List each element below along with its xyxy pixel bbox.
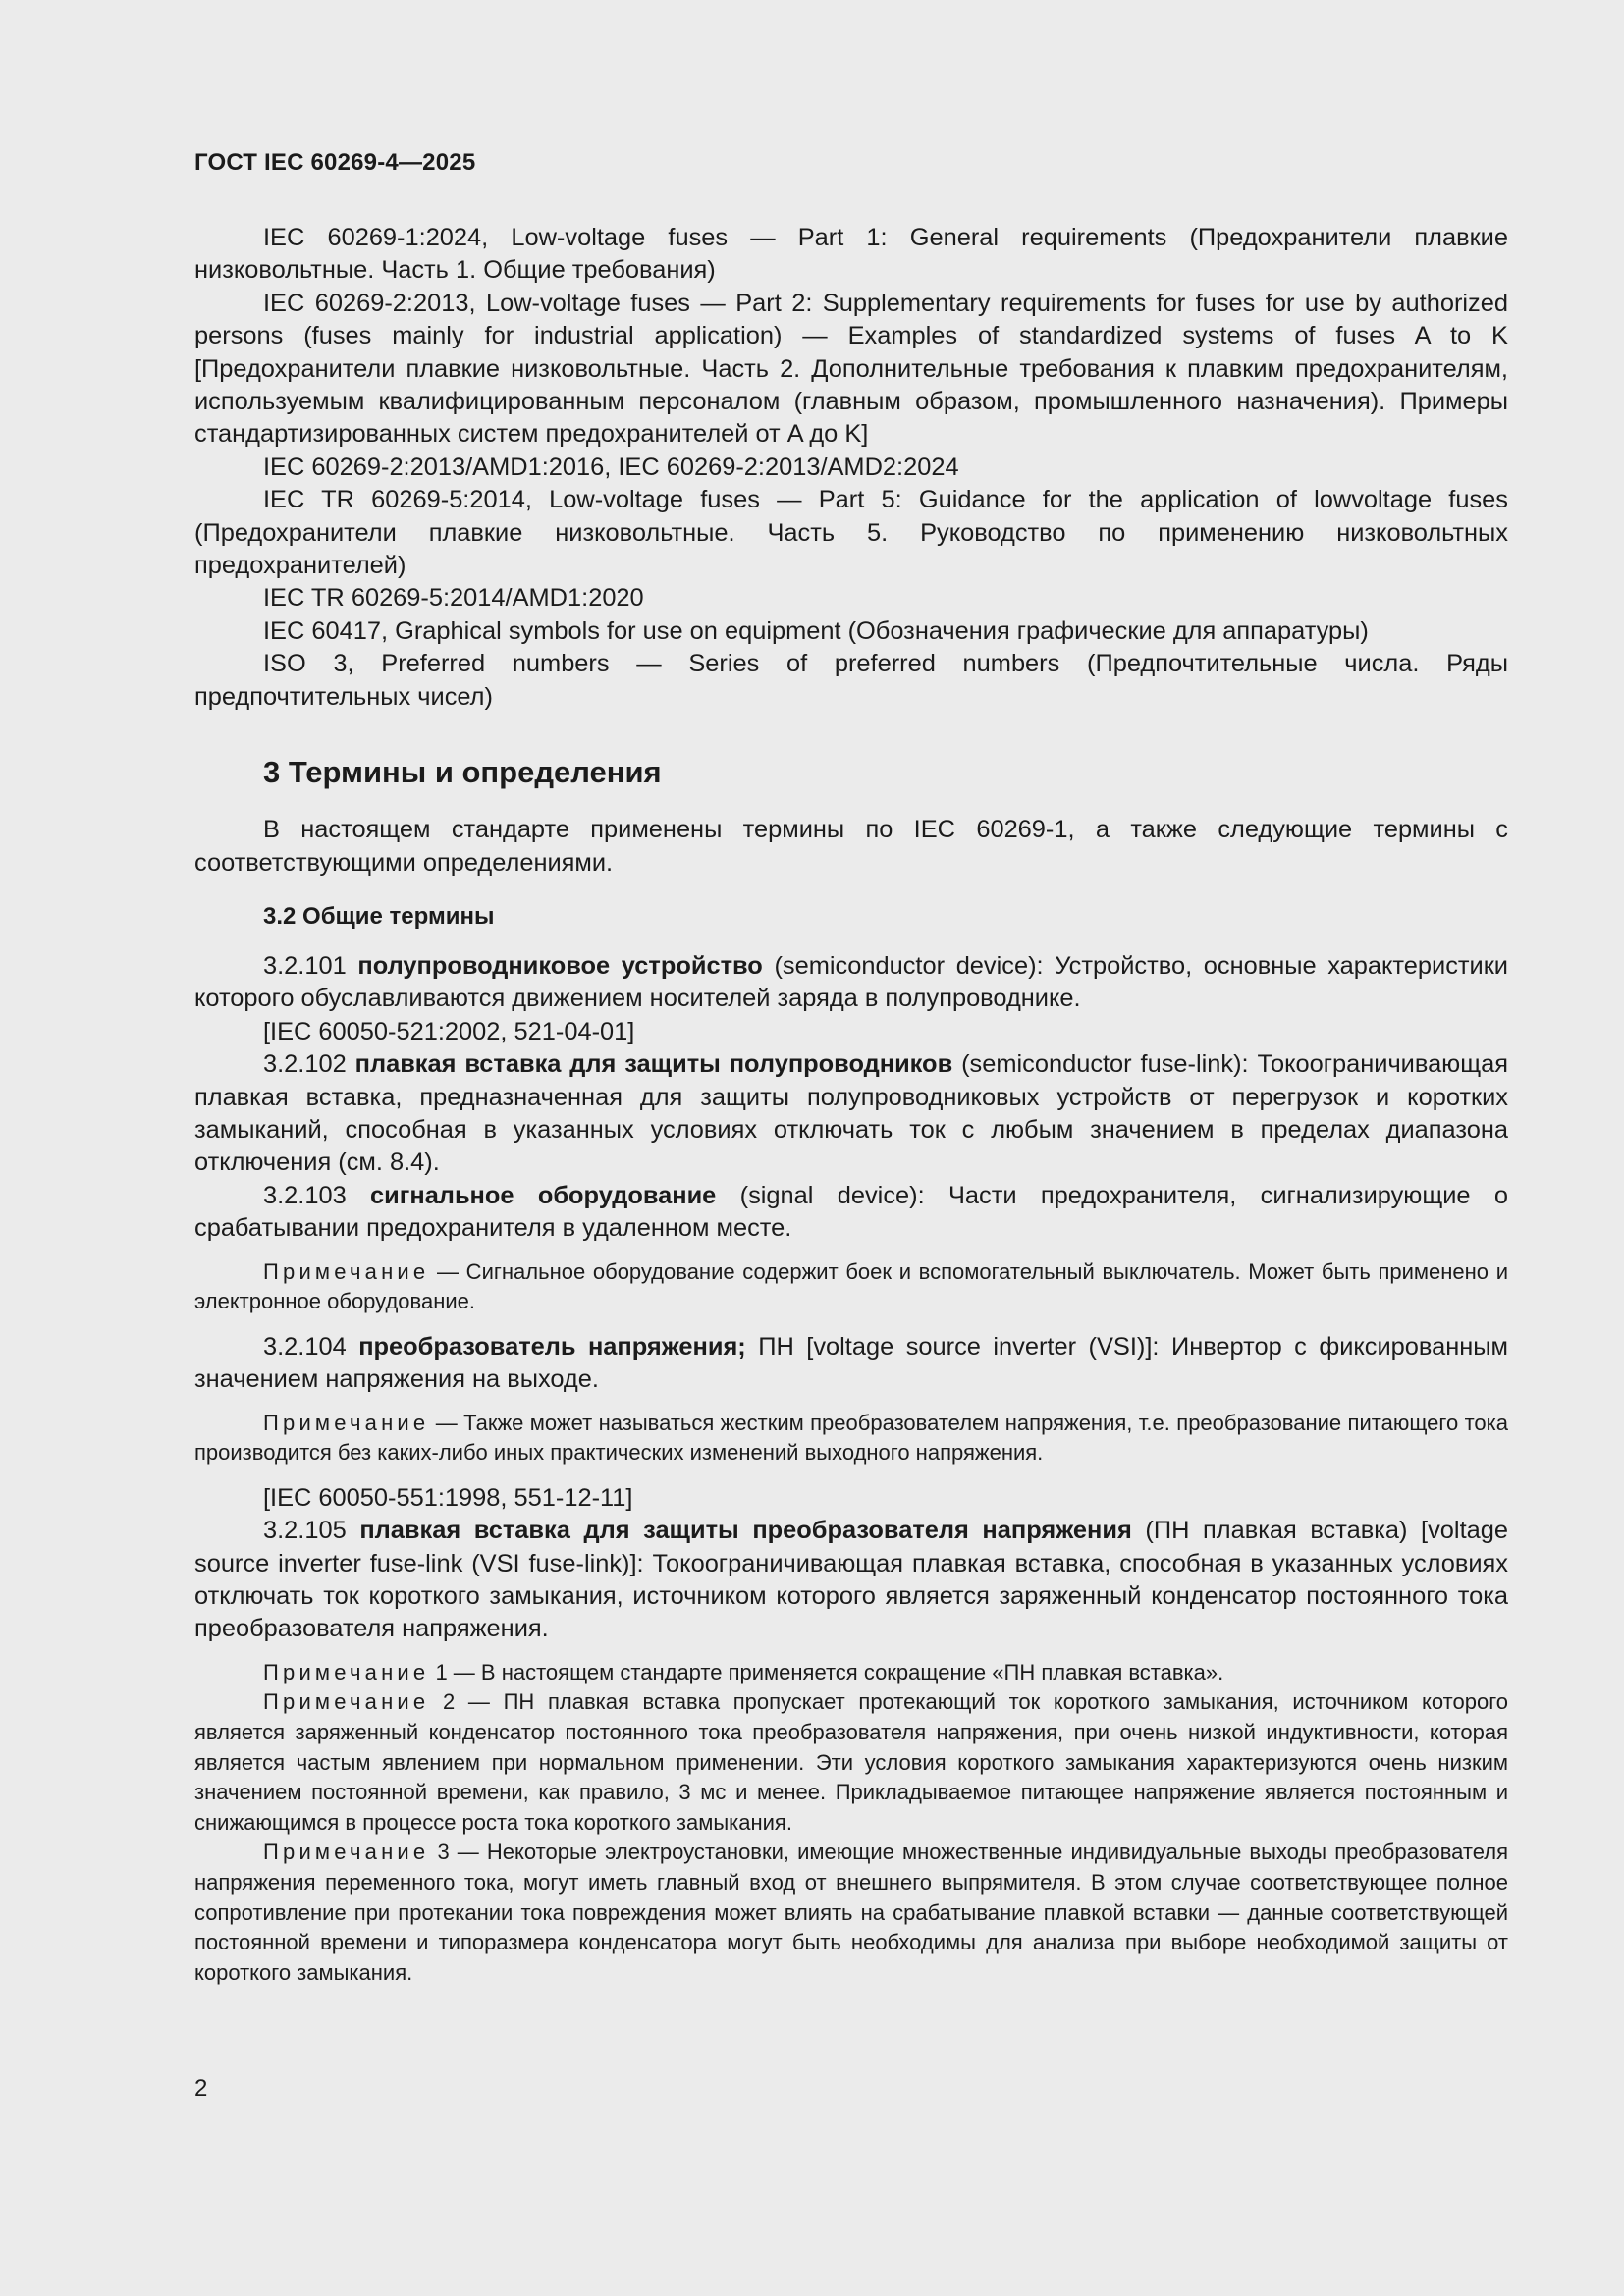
term-3-2-104	[194, 1331, 1508, 1397]
term-definition: (ПН плавкая вставка) [voltage source inverter fuse-link (VSI fuse-link)]: Токоограничивающая плавкая вставка, способная в указанных условиях отключать ток короткого замыкания, источником которого является заряженный конденсатор постоянного тока преобразователя напряжения.	[194, 1517, 1508, 1643]
term-3-2-101	[194, 950, 1508, 1016]
reference-item: IEC 60269-1:2024, Low-voltage fuses — Part 1: General requirements (Предохранители плавкие низковольтные. Часть 1. Общие требования)	[194, 224, 1508, 285]
term-definition: (semiconductor device): Устройство, основные характеристики которого обуславливаются движением носителей заряда в полупроводнике.	[194, 951, 1508, 1013]
note-text: — Сигнальное оборудование содержит боек и вспомогательный выключатель. Может быть применено и электронное оборудование.	[194, 1258, 1508, 1314]
term-name: сигнальное оборудование	[370, 1181, 717, 1209]
term-definition: (semiconductor fuse-link): Токоограничивающая плавкая вставка, предназначенная для защиты полупроводниковых устройств от перегрузок и коротких замыканий, способная в указанных условиях отключать ток с любым значением в пределах диапазона отключения (см. 8.4).	[194, 1050, 1508, 1177]
term-number: 3.2.101	[263, 951, 358, 980]
document-header: ГОСТ IEC 60269-4—2025	[194, 149, 476, 176]
reference-item: ISO 3, Preferred numbers — Series of preferred numbers (Предпочтительные числа. Ряды предпочтительных чисел)	[194, 650, 1508, 711]
reference-item: IEC TR 60269-5:2014, Low-voltage fuses — Part 5: Guidance for the application of lowvoltage fuses (Предохранители плавкие низковольтные. Часть 5. Руководство по применению низковольтных предохранителей)	[194, 486, 1508, 580]
section-heading: 3 Термины и определения	[263, 755, 662, 790]
subsection-heading: 3.2 Общие термины	[263, 902, 495, 930]
term-3-2-105	[194, 1515, 1508, 1646]
term-name: плавкая вставка для защиты полупроводников	[354, 1050, 953, 1079]
term-3-2-103	[194, 1180, 1508, 1246]
term-definition: (signal device): Части предохранителя, сигнализирующие о срабатывании предохранителя в удаленном месте.	[194, 1181, 1508, 1243]
term-source: [IEC 60050-551:1998, 551-12-11]	[263, 1483, 633, 1512]
reference-item: IEC 60417, Graphical symbols for use on equipment (Обозначения графические для аппаратуры)	[263, 616, 1369, 645]
term-note	[194, 1658, 1508, 1688]
term-name: плавкая вставка для защиты преобразователя напряжения	[359, 1517, 1132, 1545]
note-text: — Также может называться жестким преобразователем напряжения, т.е. преобразование питающего тока производится без каких-либо иных практических изменений выходного напряжения.	[194, 1410, 1508, 1466]
term-note	[194, 1687, 1508, 1838]
note-label: Примечание	[263, 1689, 430, 1715]
term-number: 3.2.102	[263, 1050, 355, 1079]
term-note	[194, 1838, 1508, 1988]
normative-references-list	[194, 222, 1508, 714]
reference-item: IEC 60269-2:2013, Low-voltage fuses — Part 2: Supplementary requirements for fuses for use by authorized persons (fuses mainly for industrial application) — Examples of standardized systems of fuses A to K [Предохранители плавкие низковольтные. Часть 2. Дополнительные требования к плавким предохранителям, используемым квалифицированным персоналом (главным образом, промышленного назначения). Примеры стандартизированных систем предохранителей от A до K]	[194, 289, 1508, 449]
term-3-2-102	[194, 1048, 1508, 1180]
note-text: 2 — ПН плавкая вставка пропускает протекающий ток короткого замыкания, источником которого является заряженный конденсатор постоянного тока преобразователя напряжения, при очень низкой индуктивности, которая является частым явлением при нормальном применении. Эти условия короткого замыкания характеризуются очень низким значением постоянной времени, как правило, 3 мс и менее. Прикладываемое питающее напряжение является постоянным и снижающимся в процессе роста тока короткого замыкания.	[194, 1689, 1508, 1835]
page-content	[194, 222, 1508, 1988]
note-label: Примечание	[263, 1659, 430, 1684]
page-number: 2	[194, 2075, 208, 2102]
term-note	[194, 1257, 1508, 1317]
term-number: 3.2.103	[263, 1181, 371, 1209]
term-note	[194, 1409, 1508, 1468]
note-label: Примечание	[263, 1410, 430, 1435]
term-number: 3.2.105	[263, 1517, 360, 1545]
reference-item: IEC 60269-2:2013/AMD1:2016, IEC 60269-2:2013/AMD2:2024	[263, 453, 959, 481]
note-label: Примечание	[263, 1840, 430, 1865]
reference-item: IEC TR 60269-5:2014/AMD1:2020	[263, 584, 644, 613]
note-text: 3 — Некоторые электроустановки, имеющие множественные индивидуальные выходы преобразователя напряжения переменного тока, могут иметь главный вход от внешнего выпрямителя. В этом случае соответствующее полное сопротивление при протекании тока повреждения может влиять на срабатывание плавкой вставки — данные соответствующей постоянной времени и типоразмера конденсатора могут быть необходимы для анализа при выборе необходимой защиты от короткого замыкания.	[194, 1840, 1508, 1985]
term-number: 3.2.104	[263, 1332, 359, 1361]
term-name: преобразователь напряжения;	[358, 1332, 746, 1361]
note-text: 1 — В настоящем стандарте применяется сокращение «ПН плавкая вставка».	[429, 1659, 1224, 1684]
term-definition: ПН [voltage source inverter (VSI)]: Инвертор с фиксированным значением напряжения на выходе.	[194, 1332, 1508, 1394]
note-label: Примечание	[263, 1258, 430, 1284]
section-intro: В настоящем стандарте применены термины по IEC 60269-1, а также следующие термины с соответствующими определениями.	[194, 816, 1508, 877]
term-name: полупроводниковое устройство	[357, 951, 763, 980]
term-source: [IEC 60050-521:2002, 521-04-01]	[263, 1017, 635, 1045]
